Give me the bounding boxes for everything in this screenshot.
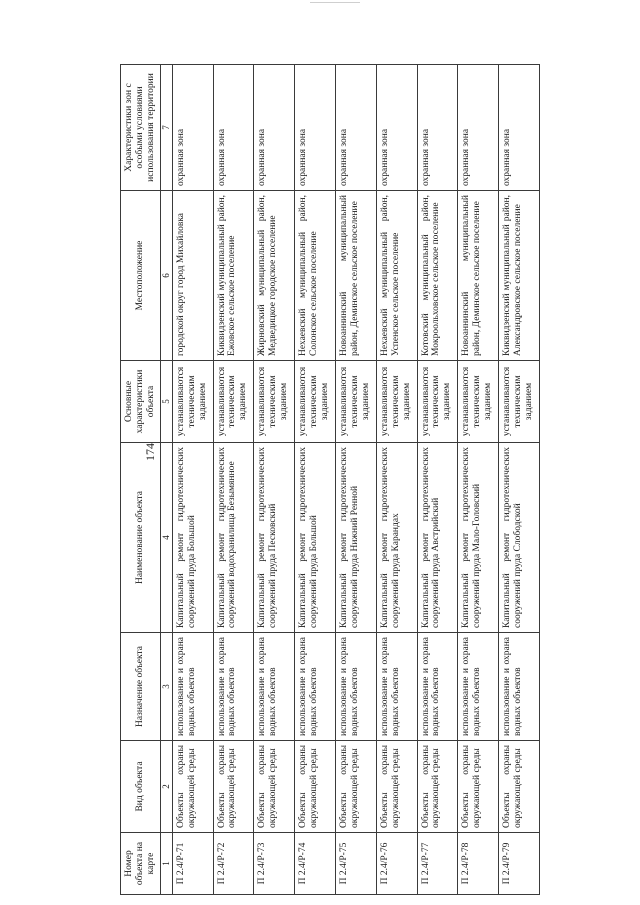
object-purpose-cell: использование и охрана водных объектов [335, 633, 376, 741]
header-cell: Наименование объекта [121, 443, 161, 633]
object-purpose-cell: использование и охрана водных объектов [417, 633, 458, 741]
object-location-cell: Новоаннинский муниципальный район, Деминское сельское поселение [335, 191, 376, 361]
zone-characteristics-cell: охранная зона [335, 65, 376, 191]
object-location-cell: Нехаевский муниципальный район, Солонское сельское поселение [295, 191, 336, 361]
object-name-cell: Капитальный ремонт гидротехнических сооружений водохранилища Безымянное [213, 443, 254, 633]
object-number-cell: П 2.4/Р-71 [172, 833, 213, 895]
object-type-cell: Объекты охраны окружающей среды [335, 741, 376, 833]
object-type-cell: Объекты охраны окружающей среды [295, 741, 336, 833]
object-name-cell: Капитальный ремонт гидротехнических сооружений пруда Нижний Ренной [335, 443, 376, 633]
table-row [376, 65, 417, 895]
column-number-row [160, 65, 172, 895]
object-specs-cell: устанавливаются техническим заданием [172, 361, 213, 443]
object-location-cell: Котовский муниципальный район, Мокроольховское сельское поселение [417, 191, 458, 361]
object-specs-cell: устанавливаются техническим заданием [376, 361, 417, 443]
zone-characteristics-cell: охранная зона [458, 65, 499, 191]
header-row [121, 65, 161, 895]
object-type-cell: Объекты охраны окружающей среды [254, 741, 295, 833]
object-location-cell: Жирновский муниципальный район, Медведицкое городское поселение [254, 191, 295, 361]
object-location-cell: Нехаевский муниципальный район, Успенское сельское поселение [376, 191, 417, 361]
object-specs-cell: устанавливаются техническим заданием [295, 361, 336, 443]
object-purpose-cell: использование и охрана водных объектов [499, 633, 540, 741]
header-cell: Местоположение [121, 191, 161, 361]
object-type-cell: Объекты охраны окружающей среды [458, 741, 499, 833]
object-location-cell: Киквидзенский муниципальный район, Ежовское сельское поселение [213, 191, 254, 361]
object-specs-cell: устанавливаются техническим заданием [499, 361, 540, 443]
header-cell: Основные характеристики объекта [121, 361, 161, 443]
object-name-cell: Капитальный ремонт гидротехнических сооружений пруда Австрийский [417, 443, 458, 633]
object-name-cell: Капитальный ремонт гидротехнических сооружений пруда Слободской [499, 443, 540, 633]
object-purpose-cell: использование и охрана водных объектов [376, 633, 417, 741]
object-purpose-cell: использование и охрана водных объектов [213, 633, 254, 741]
table-row [499, 65, 540, 895]
object-type-cell: Объекты охраны окружающей среды [499, 741, 540, 833]
object-location-cell: Киквидзенский муниципальный район, Александровское сельское поселение [499, 191, 540, 361]
column-number: 7 [160, 65, 172, 191]
column-number: 2 [160, 741, 172, 833]
table-row [295, 65, 336, 895]
object-specs-cell: устанавливаются техническим заданием [458, 361, 499, 443]
header-cell: Номер объекта на карте [121, 833, 161, 895]
object-specs-cell: устанавливаются техническим заданием [417, 361, 458, 443]
column-number: 5 [160, 361, 172, 443]
object-name-cell: Капитальный ремонт гидротехнических сооружений пруда Большой [172, 443, 213, 633]
object-purpose-cell: использование и охрана водных объектов [254, 633, 295, 741]
object-specs-cell: устанавливаются техническим заданием [213, 361, 254, 443]
page-number: 174 [143, 443, 157, 461]
object-type-cell: Объекты охраны окружающей среды [376, 741, 417, 833]
object-location-cell: Новоаннинский муниципальный район, Деминское сельское поселение [458, 191, 499, 361]
column-number: 4 [160, 443, 172, 633]
object-purpose-cell: использование и охрана водных объектов [172, 633, 213, 741]
table-head [121, 65, 173, 895]
zone-characteristics-cell: охранная зона [254, 65, 295, 191]
header-cell: Характеристики зон с особыми условиями использования территории [121, 65, 161, 191]
header-cell: Вид объекта [121, 741, 161, 833]
object-number-cell: П 2.4/Р-77 [417, 833, 458, 895]
column-number: 6 [160, 191, 172, 361]
column-number: 1 [160, 833, 172, 895]
table-row [172, 65, 213, 895]
object-number-cell: П 2.4/Р-74 [295, 833, 336, 895]
table-row [458, 65, 499, 895]
object-type-cell: Объекты охраны окружающей среды [417, 741, 458, 833]
zone-characteristics-cell: охранная зона [499, 65, 540, 191]
object-type-cell: Объекты охраны окружающей среды [172, 741, 213, 833]
object-name-cell: Капитальный ремонт гидротехнических сооружений пруда Карандах [376, 443, 417, 633]
table-row [254, 65, 295, 895]
table-row [417, 65, 458, 895]
object-number-cell: П 2.4/Р-76 [376, 833, 417, 895]
table-body [172, 65, 539, 895]
object-number-cell: П 2.4/Р-73 [254, 833, 295, 895]
rotated-table-container [120, 65, 540, 895]
object-specs-cell: устанавливаются техническим заданием [254, 361, 295, 443]
object-purpose-cell: использование и охрана водных объектов [295, 633, 336, 741]
header-cell: Назначение объекта [121, 633, 161, 741]
objects-table [120, 64, 540, 895]
table-row [213, 65, 254, 895]
table-row [335, 65, 376, 895]
object-name-cell: Капитальный ремонт гидротехнических сооружений пруда Песковский [254, 443, 295, 633]
zone-characteristics-cell: охранная зона [172, 65, 213, 191]
object-number-cell: П 2.4/Р-78 [458, 833, 499, 895]
scan-edge-mark [310, 2, 360, 3]
zone-characteristics-cell: охранная зона [213, 65, 254, 191]
object-type-cell: Объекты охраны окружающей среды [213, 741, 254, 833]
object-name-cell: Капитальный ремонт гидротехнических сооружений пруда Большой [295, 443, 336, 633]
object-purpose-cell: использование и охрана водных объектов [458, 633, 499, 741]
object-number-cell: П 2.4/Р-79 [499, 833, 540, 895]
object-location-cell: городской округ город Михайловка [172, 191, 213, 361]
object-specs-cell: устанавливаются техническим заданием [335, 361, 376, 443]
zone-characteristics-cell: охранная зона [376, 65, 417, 191]
zone-characteristics-cell: охранная зона [295, 65, 336, 191]
object-number-cell: П 2.4/Р-75 [335, 833, 376, 895]
object-number-cell: П 2.4/Р-72 [213, 833, 254, 895]
object-name-cell: Капитальный ремонт гидротехнических сооружений пруда Мало-Головский [458, 443, 499, 633]
zone-characteristics-cell: охранная зона [417, 65, 458, 191]
column-number: 3 [160, 633, 172, 741]
